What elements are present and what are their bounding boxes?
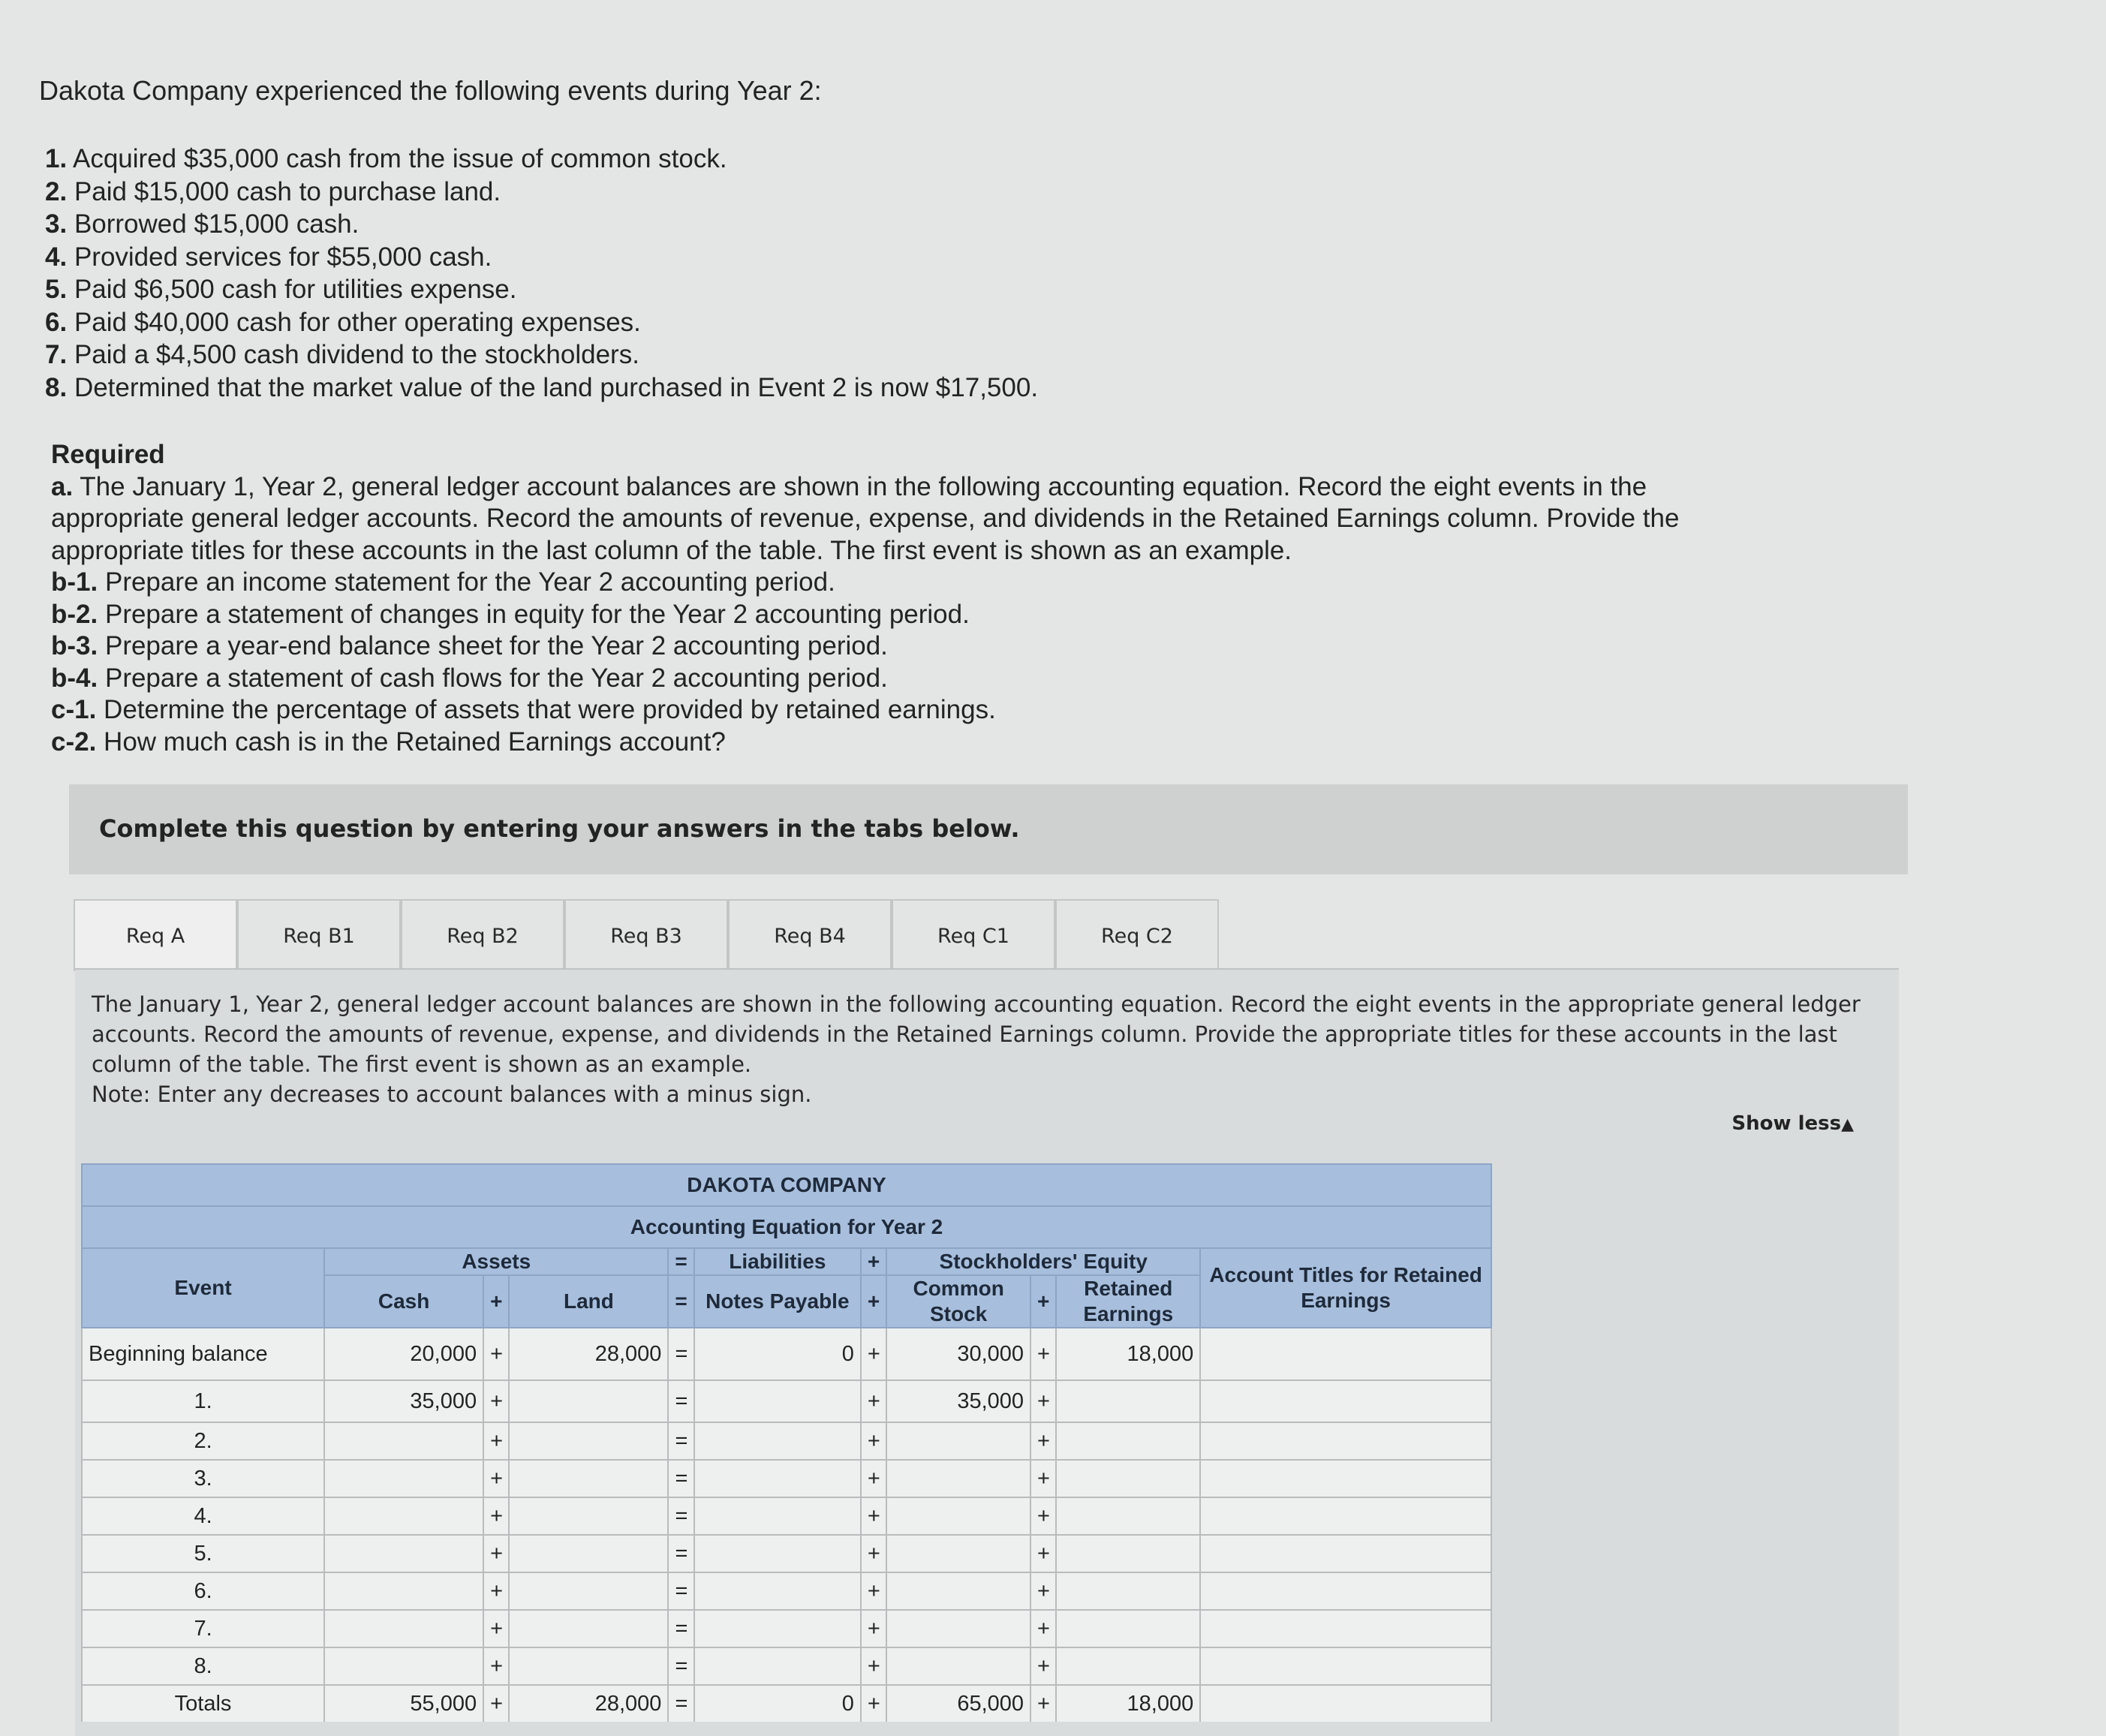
land-input[interactable] <box>509 1610 668 1647</box>
instruction-banner: Complete this question by entering your answers in the tabs below. <box>69 784 1908 874</box>
plus-sign: + <box>483 1275 509 1328</box>
equals-sign: = <box>668 1275 693 1328</box>
table-row: 1. 35,000 + = + 35,000 + <box>82 1380 1491 1422</box>
retained-earnings-input[interactable] <box>1056 1610 1200 1647</box>
retained-earnings-input[interactable] <box>1056 1460 1200 1497</box>
cash-input[interactable] <box>324 1535 483 1572</box>
account-title-input[interactable] <box>1200 1610 1491 1647</box>
show-less-link[interactable] <box>1731 1112 1854 1135</box>
account-title-cell <box>1200 1380 1491 1422</box>
row-label: 3. <box>82 1460 324 1497</box>
account-title-input[interactable] <box>1200 1572 1491 1610</box>
tab-instructions <box>92 989 1900 1109</box>
land-input[interactable] <box>509 1460 668 1497</box>
notes-payable-value <box>694 1380 861 1422</box>
cash-input[interactable] <box>324 1497 483 1535</box>
requirement-item: c-1. Determine the percentage of assets that were provided by retained earnings. <box>51 695 996 724</box>
table-title: Accounting Equation for Year 2 <box>82 1206 1491 1248</box>
list-item: 5. Paid $6,500 cash for utilities expense. <box>45 275 517 304</box>
retained-earnings-input[interactable] <box>1056 1535 1200 1572</box>
land-input[interactable] <box>509 1535 668 1572</box>
tab-panel <box>75 968 1899 1736</box>
show-less-label: Show less <box>1731 1112 1842 1135</box>
common-stock-input[interactable] <box>886 1460 1030 1497</box>
col-common-stock: Common Stock <box>886 1275 1030 1328</box>
equals-sign: = <box>668 1248 693 1275</box>
notes-payable-input[interactable] <box>694 1422 861 1460</box>
table-row: 8. + = + + <box>82 1647 1491 1685</box>
requirement-item: c-2. How much cash is in the Retained Earnings account? <box>51 727 726 757</box>
notes-payable-input[interactable] <box>694 1610 861 1647</box>
retained-earnings-value: 18,000 <box>1056 1328 1200 1380</box>
row-label: 7. <box>82 1610 324 1647</box>
table-row: 5. + = + + <box>82 1535 1491 1572</box>
retained-earnings-input[interactable] <box>1056 1422 1200 1460</box>
table-row: 3. + = + + <box>82 1460 1491 1497</box>
tab-req-b1[interactable]: Req B1 <box>237 899 401 971</box>
row-label: Beginning balance <box>82 1328 324 1380</box>
cash-input[interactable] <box>324 1572 483 1610</box>
retained-earnings-input[interactable] <box>1056 1647 1200 1685</box>
common-stock-input[interactable] <box>886 1647 1030 1685</box>
list-item: 8. Determined that the market value of the land purchased in Event 2 is now $17,500. <box>45 372 1039 402</box>
retained-earnings-value <box>1056 1380 1200 1422</box>
account-title-input[interactable] <box>1200 1460 1491 1497</box>
col-cash: Cash <box>324 1275 483 1328</box>
notes-payable-input[interactable] <box>694 1460 861 1497</box>
col-land: Land <box>509 1275 668 1328</box>
accounting-equation <box>81 1163 1492 1722</box>
land-input[interactable] <box>509 1422 668 1460</box>
account-title-input[interactable] <box>1200 1535 1491 1572</box>
common-stock-total: 65,000 <box>886 1685 1030 1722</box>
row-label: 8. <box>82 1647 324 1685</box>
cash-value: 35,000 <box>324 1380 483 1422</box>
notes-payable-total: 0 <box>694 1685 861 1722</box>
triangle-up-icon: ▲ <box>1841 1115 1854 1134</box>
cash-input[interactable] <box>324 1647 483 1685</box>
requirement-item: b-2. Prepare a statement of changes in equity for the Year 2 accounting period. <box>51 599 970 629</box>
common-stock-input[interactable] <box>886 1422 1030 1460</box>
totals-row: Totals 55,000 + 28,000 = 0 + 65,000 + 18,000 <box>82 1685 1491 1722</box>
land-value: 28,000 <box>509 1328 668 1380</box>
table-row: 2. + = + + <box>82 1422 1491 1460</box>
requirement-tabs <box>74 899 1219 971</box>
common-stock-input[interactable] <box>886 1535 1030 1572</box>
list-item: 2. Paid $15,000 cash to purchase land. <box>45 176 501 206</box>
accounting-equation-table <box>81 1163 1492 1722</box>
row-label: Totals <box>82 1685 324 1722</box>
common-stock-value: 30,000 <box>886 1328 1030 1380</box>
instructions-note: Note: Enter any decreases to account balances with a minus sign. <box>92 1082 812 1107</box>
notes-payable-value: 0 <box>694 1328 861 1380</box>
account-title-input[interactable] <box>1200 1422 1491 1460</box>
notes-payable-input[interactable] <box>694 1647 861 1685</box>
retained-earnings-total: 18,000 <box>1056 1685 1200 1722</box>
common-stock-input[interactable] <box>886 1610 1030 1647</box>
list-item: 1. Acquired $35,000 cash from the issue of common stock. <box>45 144 727 173</box>
cash-input[interactable] <box>324 1422 483 1460</box>
retained-earnings-input[interactable] <box>1056 1497 1200 1535</box>
row-label: 6. <box>82 1572 324 1610</box>
plus-sign: + <box>1030 1275 1056 1328</box>
notes-payable-input[interactable] <box>694 1535 861 1572</box>
table-row: 4. + = + + <box>82 1497 1491 1535</box>
common-stock-value: 35,000 <box>886 1380 1030 1422</box>
list-item: 4. Provided services for $55,000 cash. <box>45 242 492 272</box>
requirement-item: a. The January 1, Year 2, general ledger account balances are shown in the following accounting equation. Record the eight events in the appropriate general ledger accounts. Record the amounts of revenue, expense, and dividends in the Retained Earnings column. Provide the appropriate titles for these accounts in the last column of the table. The first event is shown as an example. <box>51 471 1680 565</box>
cash-input[interactable] <box>324 1460 483 1497</box>
col-notes-payable: Notes Payable <box>694 1275 861 1328</box>
tab-req-c1[interactable]: Req C1 <box>892 899 1055 971</box>
problem-intro: Dakota Company experienced the following events during Year 2: <box>39 75 822 106</box>
table-row: Beginning balance 20,000 + 28,000 = 0 + 30,000 + 18,000 <box>82 1328 1491 1380</box>
cash-total: 55,000 <box>324 1685 483 1722</box>
account-title-input[interactable] <box>1200 1497 1491 1535</box>
col-retained-earnings: Retained Earnings <box>1056 1275 1200 1328</box>
requirement-item: b-3. Prepare a year-end balance sheet for the Year 2 accounting period. <box>51 631 888 660</box>
instructions-text: The January 1, Year 2, general ledger account balances are shown in the following accounting equation. Record the eight events in the appropriate general ledger accounts. Record the amounts of revenue, expense, and dividends in the Retained Earnings column. Provide the appropriate titles for these accounts in the last column of the table. The first event is shown as an example. <box>92 991 1861 1077</box>
events-list <box>45 143 1038 404</box>
account-title-cell <box>1200 1685 1491 1722</box>
account-title-cell <box>1200 1328 1491 1380</box>
requirement-item: b-1. Prepare an income statement for the Year 2 accounting period. <box>51 567 835 597</box>
land-input[interactable] <box>509 1647 668 1685</box>
account-title-input[interactable] <box>1200 1647 1491 1685</box>
table-row: 7. + = + + <box>82 1610 1491 1647</box>
col-liabilities: Liabilities <box>694 1248 861 1275</box>
row-label: 4. <box>82 1497 324 1535</box>
row-label: 1. <box>82 1380 324 1422</box>
col-event: Event <box>82 1248 324 1328</box>
land-input[interactable] <box>509 1497 668 1535</box>
land-total: 28,000 <box>509 1685 668 1722</box>
required-section <box>51 439 1702 758</box>
company-name: DAKOTA COMPANY <box>82 1164 1491 1206</box>
list-item: 6. Paid $40,000 cash for other operating expenses. <box>45 307 641 337</box>
cash-value: 20,000 <box>324 1328 483 1380</box>
notes-payable-input[interactable] <box>694 1497 861 1535</box>
common-stock-input[interactable] <box>886 1497 1030 1535</box>
row-label: 2. <box>82 1422 324 1460</box>
retained-earnings-input[interactable] <box>1056 1572 1200 1610</box>
row-label: 5. <box>82 1535 324 1572</box>
table-row: 6. + = + + <box>82 1572 1491 1610</box>
plus-sign: + <box>861 1248 886 1275</box>
required-heading: Required <box>51 440 165 469</box>
tab-req-b3[interactable]: Req B3 <box>564 899 728 971</box>
col-assets: Assets <box>324 1248 668 1275</box>
notes-payable-input[interactable] <box>694 1572 861 1610</box>
list-item: 7. Paid a $4,500 cash dividend to the stockholders. <box>45 340 639 369</box>
tab-req-c2[interactable]: Req C2 <box>1055 899 1219 971</box>
requirement-item: b-4. Prepare a statement of cash flows for the Year 2 accounting period. <box>51 663 888 693</box>
col-stockholders-equity: Stockholders' Equity <box>886 1248 1200 1275</box>
land-value <box>509 1380 668 1422</box>
cash-input[interactable] <box>324 1610 483 1647</box>
tab-req-a[interactable]: Req A <box>74 899 237 971</box>
common-stock-input[interactable] <box>886 1572 1030 1610</box>
tab-req-b2[interactable]: Req B2 <box>401 899 564 971</box>
list-item: 3. Borrowed $15,000 cash. <box>45 209 360 239</box>
land-input[interactable] <box>509 1572 668 1610</box>
col-account-titles: Account Titles for Retained Earnings <box>1200 1248 1491 1328</box>
tab-req-b4[interactable]: Req B4 <box>728 899 892 971</box>
plus-sign: + <box>861 1275 886 1328</box>
